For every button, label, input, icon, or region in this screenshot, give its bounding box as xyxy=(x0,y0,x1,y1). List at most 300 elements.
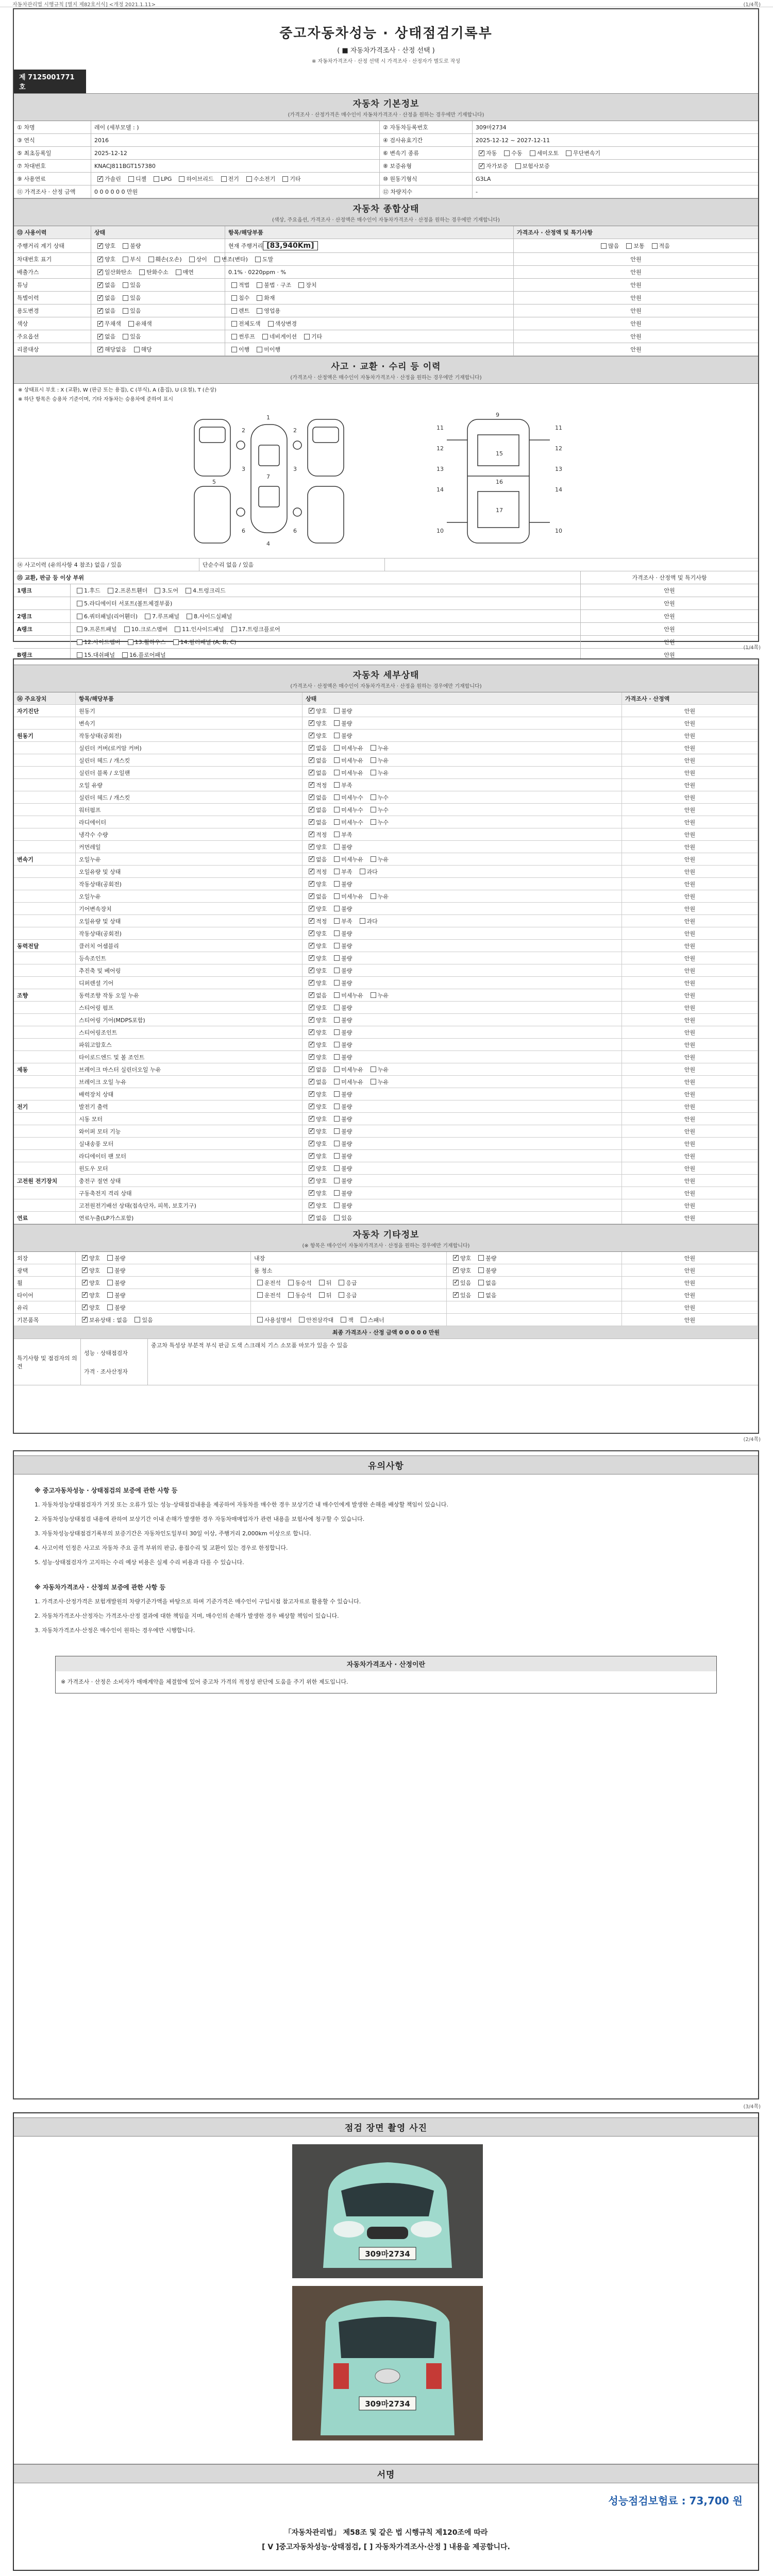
checkbox[interactable] xyxy=(504,150,510,156)
checkbox[interactable] xyxy=(478,1292,484,1298)
checkbox[interactable] xyxy=(360,869,365,874)
detail-group xyxy=(14,804,76,816)
detail-group: 동력전달 xyxy=(14,940,76,952)
checkbox[interactable] xyxy=(334,1128,340,1134)
checkbox[interactable] xyxy=(82,1317,88,1323)
checkbox[interactable] xyxy=(334,1116,340,1122)
basic-label: ⑫ 차량지수 xyxy=(380,185,473,198)
checkbox[interactable] xyxy=(334,893,340,899)
basic-info-row xyxy=(14,173,758,185)
detail-group xyxy=(14,1076,76,1088)
checkbox[interactable] xyxy=(334,1141,340,1146)
checkbox[interactable] xyxy=(566,150,572,156)
checkbox[interactable] xyxy=(319,1280,325,1285)
svg-text:2: 2 xyxy=(242,427,245,434)
checkbox[interactable] xyxy=(304,334,310,340)
option: 불량 xyxy=(331,1090,352,1098)
checkbox[interactable] xyxy=(334,1178,340,1183)
checkbox[interactable] xyxy=(299,1317,305,1323)
checkbox[interactable] xyxy=(179,176,184,182)
overall-label: 차대번호 표기 xyxy=(14,253,91,265)
svg-text:5: 5 xyxy=(212,479,216,485)
checkbox[interactable] xyxy=(309,1215,314,1221)
checkbox[interactable] xyxy=(246,176,252,182)
checkbox[interactable] xyxy=(134,347,140,352)
checkbox[interactable] xyxy=(334,968,340,973)
checkbox[interactable] xyxy=(309,1005,314,1010)
basic-label: ⑪ 가격조사 · 산정 금액 xyxy=(14,185,91,198)
checkbox[interactable] xyxy=(515,163,521,169)
checkbox[interactable] xyxy=(626,243,632,249)
option: 디젤 xyxy=(125,175,146,183)
checkbox[interactable] xyxy=(135,1317,140,1323)
checkbox[interactable] xyxy=(309,1141,314,1146)
detail-group xyxy=(14,767,76,778)
option: ✓ 양호 xyxy=(306,1152,327,1160)
checkbox[interactable] xyxy=(309,757,314,763)
checkbox[interactable] xyxy=(309,720,314,726)
option: 불량 xyxy=(331,979,352,987)
checkbox[interactable] xyxy=(268,321,274,327)
checkbox[interactable] xyxy=(334,1202,340,1208)
notice-item: 2. 자동차성능상태점검 내용에 관하여 보상기간 이내 손해가 발생한 경우 자동차매매업자가 관련 내용을 보험사에 청구할 수 있습니다. xyxy=(35,1516,365,1522)
detail-group: 고전원 전기장치 xyxy=(14,1175,76,1187)
option: 뒤 xyxy=(316,1291,332,1299)
checkbox[interactable] xyxy=(334,930,340,936)
checkbox[interactable] xyxy=(97,243,103,249)
checkbox[interactable] xyxy=(255,257,261,262)
checkbox[interactable] xyxy=(371,1079,376,1084)
checkbox[interactable] xyxy=(319,1292,325,1298)
checkbox[interactable] xyxy=(97,334,103,340)
checkbox[interactable] xyxy=(122,652,128,658)
checkbox[interactable] xyxy=(334,1005,340,1010)
checkbox[interactable] xyxy=(82,1267,88,1273)
checkbox[interactable] xyxy=(309,1128,314,1134)
inspection-fee: 성능점검보험료 : 73,700 원 xyxy=(608,2495,743,2507)
option: 8.사이드실패널 xyxy=(183,612,232,620)
checkbox[interactable] xyxy=(601,243,607,249)
notice-page xyxy=(13,1450,759,2099)
detail-item: 디퍼렌셜 기어 xyxy=(76,977,303,989)
checkbox[interactable] xyxy=(124,626,130,632)
checkbox[interactable] xyxy=(334,782,340,788)
checkbox[interactable] xyxy=(97,321,103,327)
detail-group: 제동 xyxy=(14,1063,76,1075)
checkbox[interactable] xyxy=(309,918,314,924)
checkbox[interactable] xyxy=(189,257,195,262)
detail-group xyxy=(14,977,76,989)
detail-row: 스티어링조인트 ✓ 양호 불량 안원 xyxy=(14,1026,758,1039)
option: 불량 xyxy=(331,1189,352,1197)
checkbox[interactable] xyxy=(530,150,535,156)
option: ✓ 없음 xyxy=(306,756,327,765)
option: 불량 xyxy=(331,719,352,727)
option: 12.사이드멤버 xyxy=(74,638,121,646)
checkbox[interactable] xyxy=(360,918,365,924)
accident-legend: ※ 상태표시 부호 : X (교환), W (판금 또는 용접), C (부식), A (흠집), U (요철), T (손상) xyxy=(18,387,217,393)
price-total-row: 최종 가격조사 · 산정 금액 0 0 0 0 0 만원 xyxy=(14,1326,758,1339)
checkbox[interactable] xyxy=(309,745,314,751)
checkbox[interactable] xyxy=(371,1066,376,1072)
checkbox[interactable] xyxy=(231,334,237,340)
checkbox[interactable] xyxy=(371,794,376,800)
checkbox[interactable] xyxy=(77,601,82,606)
checkbox[interactable] xyxy=(309,708,314,714)
checkbox[interactable] xyxy=(309,1153,314,1159)
option: 미세누유 xyxy=(331,991,363,999)
checkbox[interactable] xyxy=(334,1165,340,1171)
checkbox[interactable] xyxy=(371,992,376,998)
checkbox[interactable] xyxy=(309,1054,314,1060)
checkbox[interactable] xyxy=(334,1029,340,1035)
checkbox[interactable] xyxy=(309,1104,314,1109)
checkbox[interactable] xyxy=(123,308,128,314)
checkbox[interactable] xyxy=(334,1042,340,1047)
checkbox[interactable] xyxy=(334,1190,340,1196)
option: ✓ 양호 xyxy=(306,707,327,715)
checkbox[interactable] xyxy=(309,893,314,899)
checkbox[interactable] xyxy=(97,308,103,314)
detail-row: 고전원 전기장치 충전구 절연 상태 ✓ 양호 불량 안원 xyxy=(14,1175,758,1187)
checkbox[interactable] xyxy=(257,1317,263,1323)
checkbox[interactable] xyxy=(334,943,340,948)
option: 침수 xyxy=(228,294,249,302)
detail-group xyxy=(14,1138,76,1149)
option: 누유 xyxy=(367,892,389,901)
checkbox[interactable] xyxy=(334,757,340,763)
checkbox[interactable] xyxy=(309,1202,314,1208)
detail-row: 스티어링 기어(MDPS포함) ✓ 양호 불량 안원 xyxy=(14,1014,758,1026)
checkbox[interactable] xyxy=(282,176,288,182)
checkbox[interactable] xyxy=(478,1255,484,1261)
checkbox[interactable] xyxy=(371,770,376,775)
option: 장치 xyxy=(295,281,316,289)
checkbox[interactable] xyxy=(97,269,103,275)
option: 불량 xyxy=(104,1266,125,1275)
checkbox[interactable] xyxy=(334,955,340,961)
option: 이행 xyxy=(228,345,249,353)
basic-info-row xyxy=(14,185,758,198)
option: 누수 xyxy=(367,818,389,826)
checkbox[interactable] xyxy=(334,1215,340,1221)
checkbox[interactable] xyxy=(231,282,237,288)
checkbox[interactable] xyxy=(309,1165,314,1171)
checkbox[interactable] xyxy=(128,176,134,182)
overall-row: 배출가스 ✓ 일산화탄소 탄화수소 매연 0.1% · 0220ppm · % 안원 xyxy=(14,266,758,279)
checkbox[interactable] xyxy=(334,708,340,714)
detail-row: 제동 브레이크 마스터 실린더오일 누유 ✓ 없음 미세누유 누유 안원 xyxy=(14,1063,758,1076)
checkbox[interactable] xyxy=(453,1280,459,1285)
checkbox[interactable] xyxy=(77,626,82,632)
option: 해당 xyxy=(131,345,152,353)
car-frame-icon xyxy=(426,409,570,553)
checkbox[interactable] xyxy=(108,588,113,594)
basic-label: ⑥ 변속기 종류 xyxy=(380,147,473,159)
checkbox[interactable] xyxy=(262,334,268,340)
checkbox[interactable] xyxy=(334,720,340,726)
overall-label: 주행거리 계기 상태 xyxy=(14,239,91,252)
option: ✓ 양호 xyxy=(306,1090,327,1098)
option: ✓ 자동 xyxy=(476,149,497,157)
option: 불량 xyxy=(331,1201,352,1210)
checkbox[interactable] xyxy=(309,844,314,850)
checkbox[interactable] xyxy=(453,1292,459,1298)
checkbox[interactable] xyxy=(82,1292,88,1298)
checkbox[interactable] xyxy=(334,856,340,862)
option: ✓ 양호 xyxy=(306,1164,327,1173)
checkbox[interactable] xyxy=(334,1091,340,1097)
checkbox[interactable] xyxy=(257,295,262,301)
checkbox[interactable] xyxy=(155,588,160,594)
checkbox[interactable] xyxy=(148,257,154,262)
checkbox[interactable] xyxy=(309,968,314,973)
option: 불량 xyxy=(331,1041,352,1049)
checkbox[interactable] xyxy=(97,176,103,182)
option: 매연 xyxy=(173,268,194,276)
checkbox[interactable] xyxy=(334,918,340,924)
checkbox[interactable] xyxy=(309,930,314,936)
option: ✓ 없음 xyxy=(94,294,115,302)
checkbox[interactable] xyxy=(309,856,314,862)
checkbox[interactable] xyxy=(309,1190,314,1196)
checkbox[interactable] xyxy=(309,1042,314,1047)
checkbox[interactable] xyxy=(371,757,376,763)
checkbox[interactable] xyxy=(82,1255,88,1261)
checkbox[interactable] xyxy=(478,1267,484,1273)
checkbox[interactable] xyxy=(288,1280,294,1285)
checkbox[interactable] xyxy=(309,955,314,961)
checkbox[interactable] xyxy=(309,733,314,738)
checkbox[interactable] xyxy=(309,943,314,948)
option: 불량 xyxy=(331,967,352,975)
overall-label: 배출가스 xyxy=(14,266,91,278)
option: ✓ 없음 xyxy=(306,793,327,802)
checkbox[interactable] xyxy=(334,832,340,837)
option: ✓ 양호 xyxy=(306,719,327,727)
checkbox[interactable] xyxy=(478,1280,484,1285)
page-header-1: 자동차관리법 시행규칙 [별지 제82호서식] <개정 2021.1.11> (1/4쪽) xyxy=(0,0,773,7)
checkbox[interactable] xyxy=(479,150,484,156)
checkbox[interactable] xyxy=(309,782,314,788)
checkbox[interactable] xyxy=(221,176,227,182)
checkbox[interactable] xyxy=(288,1292,294,1298)
checkbox[interactable] xyxy=(361,1317,366,1323)
detail-row: 라디에이터 ✓ 없음 미세누수 누수 안원 xyxy=(14,816,758,828)
detail-item: 연료누출(LP가스포함) xyxy=(76,1212,303,1224)
option: ✓ 적정 xyxy=(306,831,327,839)
checkbox[interactable] xyxy=(107,1267,113,1273)
detail-row: 작동상태(공회전) ✓ 양호 불량 안원 xyxy=(14,927,758,940)
checkbox[interactable] xyxy=(334,881,340,887)
checkbox[interactable] xyxy=(334,1066,340,1072)
checkbox[interactable] xyxy=(145,614,150,619)
checkbox[interactable] xyxy=(334,980,340,986)
detail-row: 냉각수 수량 ✓ 적정 부족 안원 xyxy=(14,828,758,841)
checkbox[interactable] xyxy=(257,1292,263,1298)
checkbox[interactable] xyxy=(77,652,82,658)
checkbox[interactable] xyxy=(123,334,128,340)
checkbox[interactable] xyxy=(309,906,314,911)
checkbox[interactable] xyxy=(309,819,314,825)
checkbox[interactable] xyxy=(334,1153,340,1159)
checkbox[interactable] xyxy=(453,1255,459,1261)
checkbox[interactable] xyxy=(309,770,314,775)
checkbox[interactable] xyxy=(652,243,658,249)
checkbox[interactable] xyxy=(334,1104,340,1109)
checkbox[interactable] xyxy=(479,163,484,169)
checkbox[interactable] xyxy=(123,282,128,288)
checkbox[interactable] xyxy=(334,794,340,800)
checkbox[interactable] xyxy=(231,308,237,314)
checkbox[interactable] xyxy=(139,269,145,275)
checkbox[interactable] xyxy=(334,807,340,812)
checkbox[interactable] xyxy=(309,1079,314,1084)
checkbox[interactable] xyxy=(186,588,191,594)
basic-info-row xyxy=(14,147,758,160)
checkbox[interactable] xyxy=(128,321,134,327)
checkbox[interactable] xyxy=(82,1280,88,1285)
checkbox[interactable] xyxy=(453,1267,459,1273)
checkbox[interactable] xyxy=(309,881,314,887)
checkbox[interactable] xyxy=(82,1304,88,1310)
checkbox[interactable] xyxy=(334,819,340,825)
detail-item: 작동상태(공회전) xyxy=(76,878,303,890)
car-diagram xyxy=(14,404,758,558)
checkbox[interactable] xyxy=(97,347,103,352)
notice-item: 3. 자동차성능상태점검기록부의 보증기간은 자동차인도일부터 30일 이상, 주행거리 2,000km 이상으로 합니다. xyxy=(35,1530,311,1537)
detail-row: 실린더 헤드 / 개스킷 ✓ 없음 미세누수 누수 안원 xyxy=(14,791,758,804)
detail-group xyxy=(14,1125,76,1137)
checkbox[interactable] xyxy=(341,1317,346,1323)
checkbox[interactable] xyxy=(309,1066,314,1072)
checkbox[interactable] xyxy=(107,1280,113,1285)
checkbox[interactable] xyxy=(371,745,376,751)
checkbox[interactable] xyxy=(175,626,180,632)
checkbox[interactable] xyxy=(309,869,314,874)
checkbox[interactable] xyxy=(309,1178,314,1183)
overall-row: 튜닝 ✓ 없음 있음 적법 불법 · 구조 장치 안원 xyxy=(14,279,758,292)
option: ✓ 없음 xyxy=(306,892,327,901)
checkbox[interactable] xyxy=(334,992,340,998)
checkbox[interactable] xyxy=(123,295,128,301)
checkbox[interactable] xyxy=(97,295,103,301)
overall-status-table xyxy=(14,226,758,356)
checkbox[interactable] xyxy=(187,614,192,619)
option: 하이브리드 xyxy=(176,175,213,183)
checkbox[interactable] xyxy=(334,869,340,874)
option: ✓ 없음 xyxy=(306,1065,327,1074)
checkbox[interactable] xyxy=(77,614,82,619)
basic-label: ② 자동차등록번호 xyxy=(380,121,473,133)
checkbox[interactable] xyxy=(334,770,340,775)
checkbox[interactable] xyxy=(339,1280,344,1285)
detail-item: 워터펌프 xyxy=(76,804,303,816)
checkbox[interactable] xyxy=(334,1079,340,1084)
checkbox[interactable] xyxy=(123,243,128,249)
detail-row: 실린더 커버(로커암 커버) ✓ 없음 미세누유 누유 안원 xyxy=(14,742,758,754)
checkbox[interactable] xyxy=(371,856,376,862)
checkbox[interactable] xyxy=(309,980,314,986)
overall-label: 용도변경 xyxy=(14,304,91,317)
notice-list-2 xyxy=(35,1597,737,1635)
checkbox[interactable] xyxy=(339,1292,344,1298)
checkbox[interactable] xyxy=(334,906,340,911)
option: 수소전기 xyxy=(243,175,276,183)
detail-row: 원동기 작동상태(공회전) ✓ 양호 불량 안원 xyxy=(14,730,758,742)
checkbox[interactable] xyxy=(309,832,314,837)
checkbox[interactable] xyxy=(334,844,340,850)
detail-item: 오일누유 xyxy=(76,890,303,902)
checkbox[interactable] xyxy=(371,893,376,899)
option: ✓ 양호 xyxy=(306,967,327,975)
checkbox[interactable] xyxy=(309,1017,314,1023)
checkbox[interactable] xyxy=(309,807,314,812)
option: ✓ 양호 xyxy=(306,1016,327,1024)
detail-row: 커먼레일 ✓ 양호 불량 안원 xyxy=(14,841,758,853)
checkbox[interactable] xyxy=(257,308,262,314)
rank-row: A랭크 9.프론트패널 10.크로스멤버 11.인사이드패널 17.트렁크플로어 안원 xyxy=(14,623,758,636)
checkbox[interactable] xyxy=(107,1304,113,1310)
footer-line-2: [ V ]중고자동차성능·상태점검, [ ] 자동차가격조사·산정 ] 내용을 제공합니다. xyxy=(262,2543,510,2551)
checkbox[interactable] xyxy=(176,269,181,275)
checkbox[interactable] xyxy=(309,794,314,800)
option: ✓ 적정 xyxy=(306,868,327,876)
svg-text:11: 11 xyxy=(555,425,562,431)
checkbox[interactable] xyxy=(154,176,159,182)
checkbox[interactable] xyxy=(371,819,376,825)
checkbox[interactable] xyxy=(214,257,220,262)
basic-label: ③ 연식 xyxy=(14,134,91,146)
sign-title: 서명 xyxy=(377,2470,395,2480)
checkbox[interactable] xyxy=(257,347,262,352)
special-row: 특기사항 및 점검자의 의견 성능 · 상태점검자 가격 · 조사산정자 중고차 특성상 부분적 부식 판금 도색 스크래치 기스 소모품 마모가 있을 수 있음 xyxy=(14,1339,758,1385)
checkbox[interactable] xyxy=(309,1116,314,1122)
checkbox[interactable] xyxy=(97,257,103,262)
checkbox[interactable] xyxy=(97,282,103,288)
option: 미세누유 xyxy=(331,744,363,752)
option: 불량 xyxy=(331,954,352,962)
checkbox[interactable] xyxy=(334,1017,340,1023)
checkbox[interactable] xyxy=(231,626,237,632)
checkbox[interactable] xyxy=(257,1280,263,1285)
checkbox[interactable] xyxy=(107,1255,113,1261)
checkbox[interactable] xyxy=(107,1292,113,1298)
detail-group xyxy=(14,1014,76,1026)
checkbox[interactable] xyxy=(298,282,304,288)
detail-group xyxy=(14,1150,76,1162)
checkbox[interactable] xyxy=(334,733,340,738)
checkbox[interactable] xyxy=(334,745,340,751)
accident-question-row: ⑭ 사고이력 (유의사항 4 참조) 없음 / 있음 단순수리 없음 / 있음 xyxy=(14,558,758,571)
option: 있음 xyxy=(120,281,141,289)
overall-row: 주요옵션 ✓ 없음 있음 썬루프 네비게이션 기타 안원 xyxy=(14,330,758,343)
detail-group xyxy=(14,1199,76,1211)
checkbox[interactable] xyxy=(257,282,262,288)
checkbox[interactable] xyxy=(231,321,237,327)
option: ✓ 양호 xyxy=(79,1303,100,1312)
checkbox[interactable] xyxy=(371,807,376,812)
checkbox[interactable] xyxy=(123,257,128,262)
checkbox[interactable] xyxy=(231,295,237,301)
checkbox[interactable] xyxy=(334,1054,340,1060)
checkbox[interactable] xyxy=(309,1091,314,1097)
checkbox[interactable] xyxy=(231,347,237,352)
checkbox[interactable] xyxy=(309,992,314,998)
checkbox[interactable] xyxy=(309,1029,314,1035)
checkbox[interactable] xyxy=(77,588,82,594)
option: 기타 xyxy=(279,175,300,183)
